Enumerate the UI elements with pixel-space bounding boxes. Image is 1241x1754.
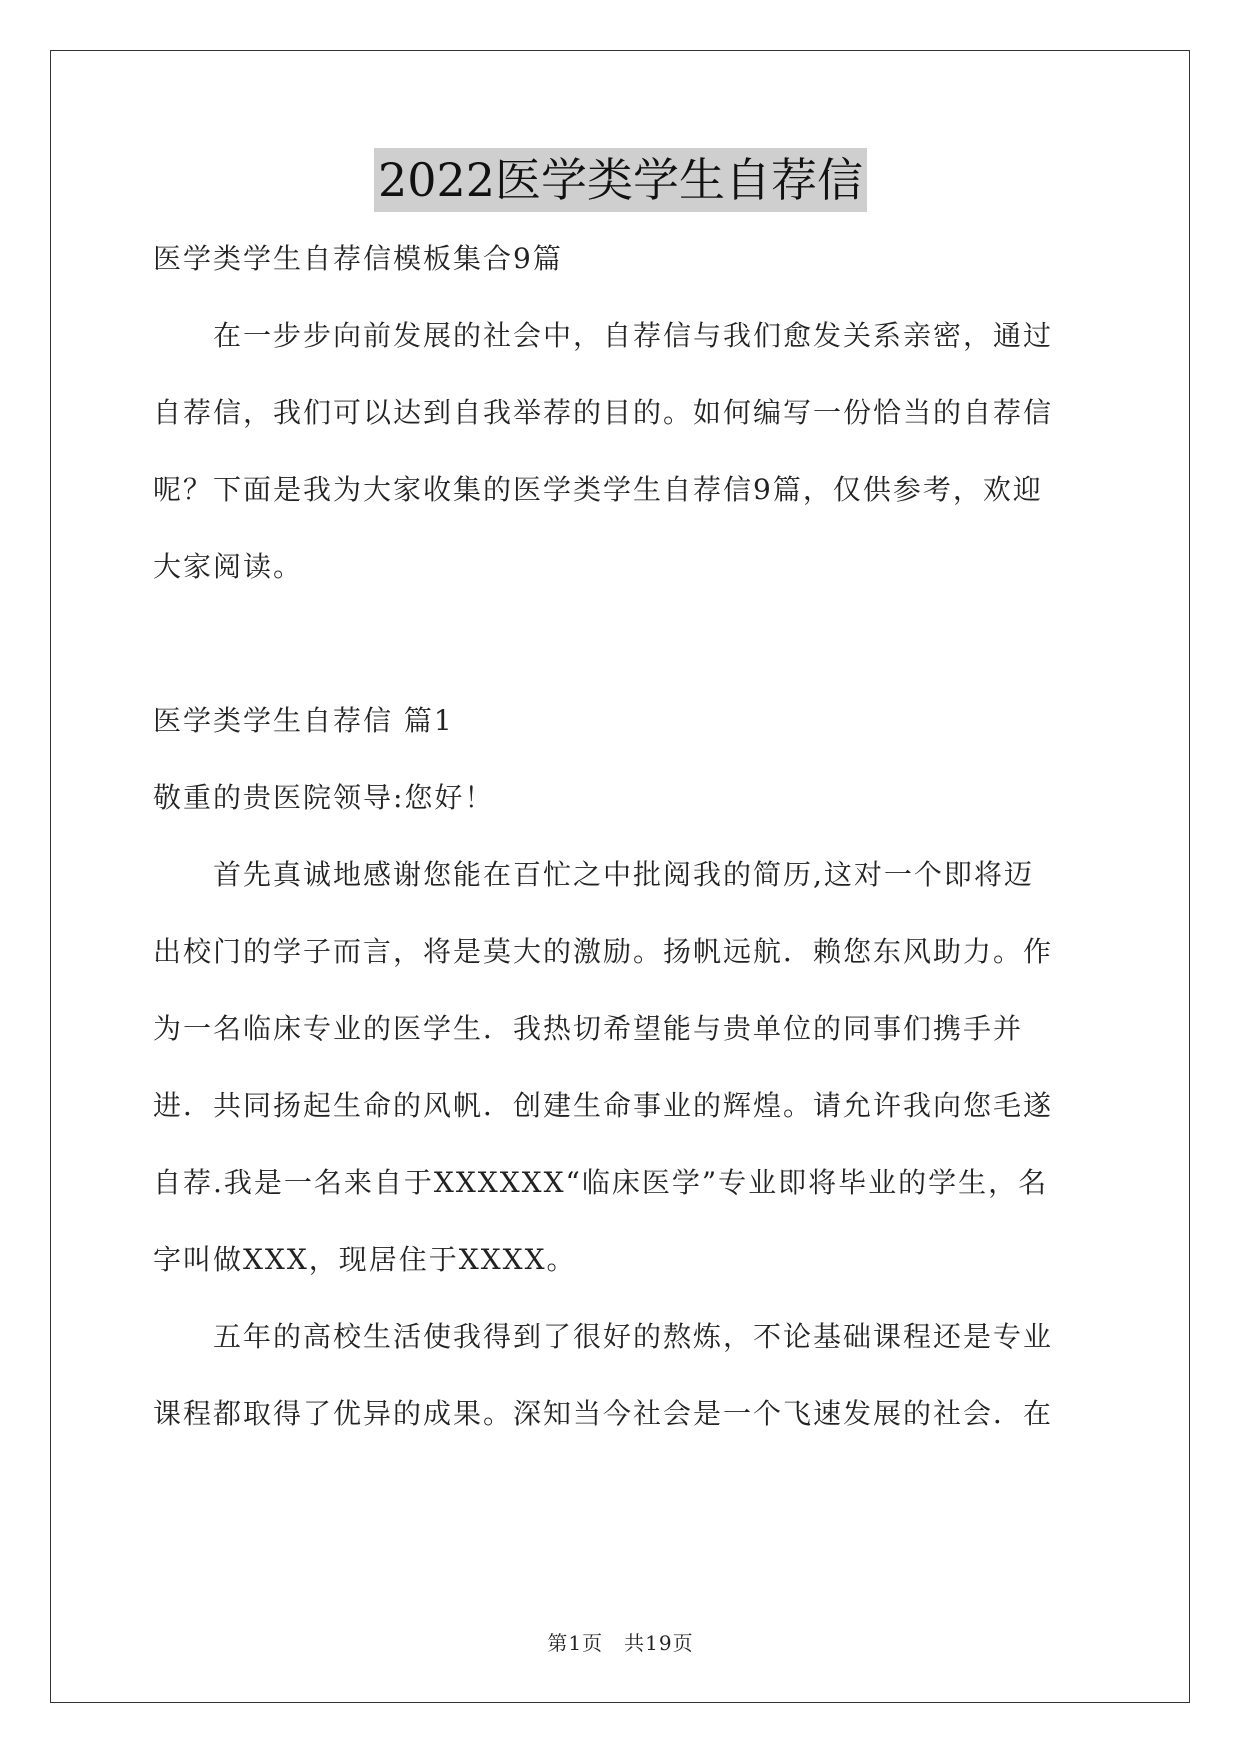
paragraph-line: 医学类学生自荐信模板集合9篇 [153,242,563,275]
paragraph-line: 首先真诚地感谢您能在百忙之中批阅我的简历,这对一个即将迈 [213,858,1034,891]
document-body [153,232,1088,1464]
paragraph-line: 呢？下面是我为大家收集的医学类学生自荐信9篇，仅供参考，欢迎 [153,473,1043,506]
paragraph-line: 大家阅读。 [153,550,304,583]
paragraph-line: 敬重的贵医院领导:您好！ [153,781,495,814]
paragraph-line: 为一名临床专业的医学生．我热切希望能与贵单位的同事们携手并 [153,1012,1024,1045]
paragraph-line: 自荐.我是一名来自于XXXXXX“临床医学”专业即将毕业的学生，名 [153,1166,1049,1199]
paragraph-line: 五年的高校生活使我得到了很好的熬炼，不论基础课程还是专业 [213,1320,1054,1353]
page-footer: 第1页 共19页 [547,1631,694,1655]
paragraph-line: 出校门的学子而言，将是莫大的激励。扬帆远航．赖您东风助力。作 [153,935,1054,968]
paragraph-line: 在一步步向前发展的社会中，自荐信与我们愈发关系亲密，通过 [213,319,1054,352]
paragraph-line: 字叫做XXX，现居住于XXXX。 [153,1243,577,1276]
blank-line [153,617,1088,694]
paragraph-line: 医学类学生自荐信 篇1 [153,704,454,737]
document-title: 2022医学类学生自荐信 [374,148,867,212]
paragraph-line: 自荐信，我们可以达到自我举荐的目的。如何编写一份恰当的自荐信 [153,396,1054,429]
paragraph-line: 课程都取得了优异的成果。深知当今社会是一个飞速发展的社会．在 [153,1397,1054,1430]
title-container [0,148,1241,212]
paragraph-line: 进．共同扬起生命的风帆．创建生命事业的辉煌。请允许我向您毛遂 [153,1089,1054,1122]
